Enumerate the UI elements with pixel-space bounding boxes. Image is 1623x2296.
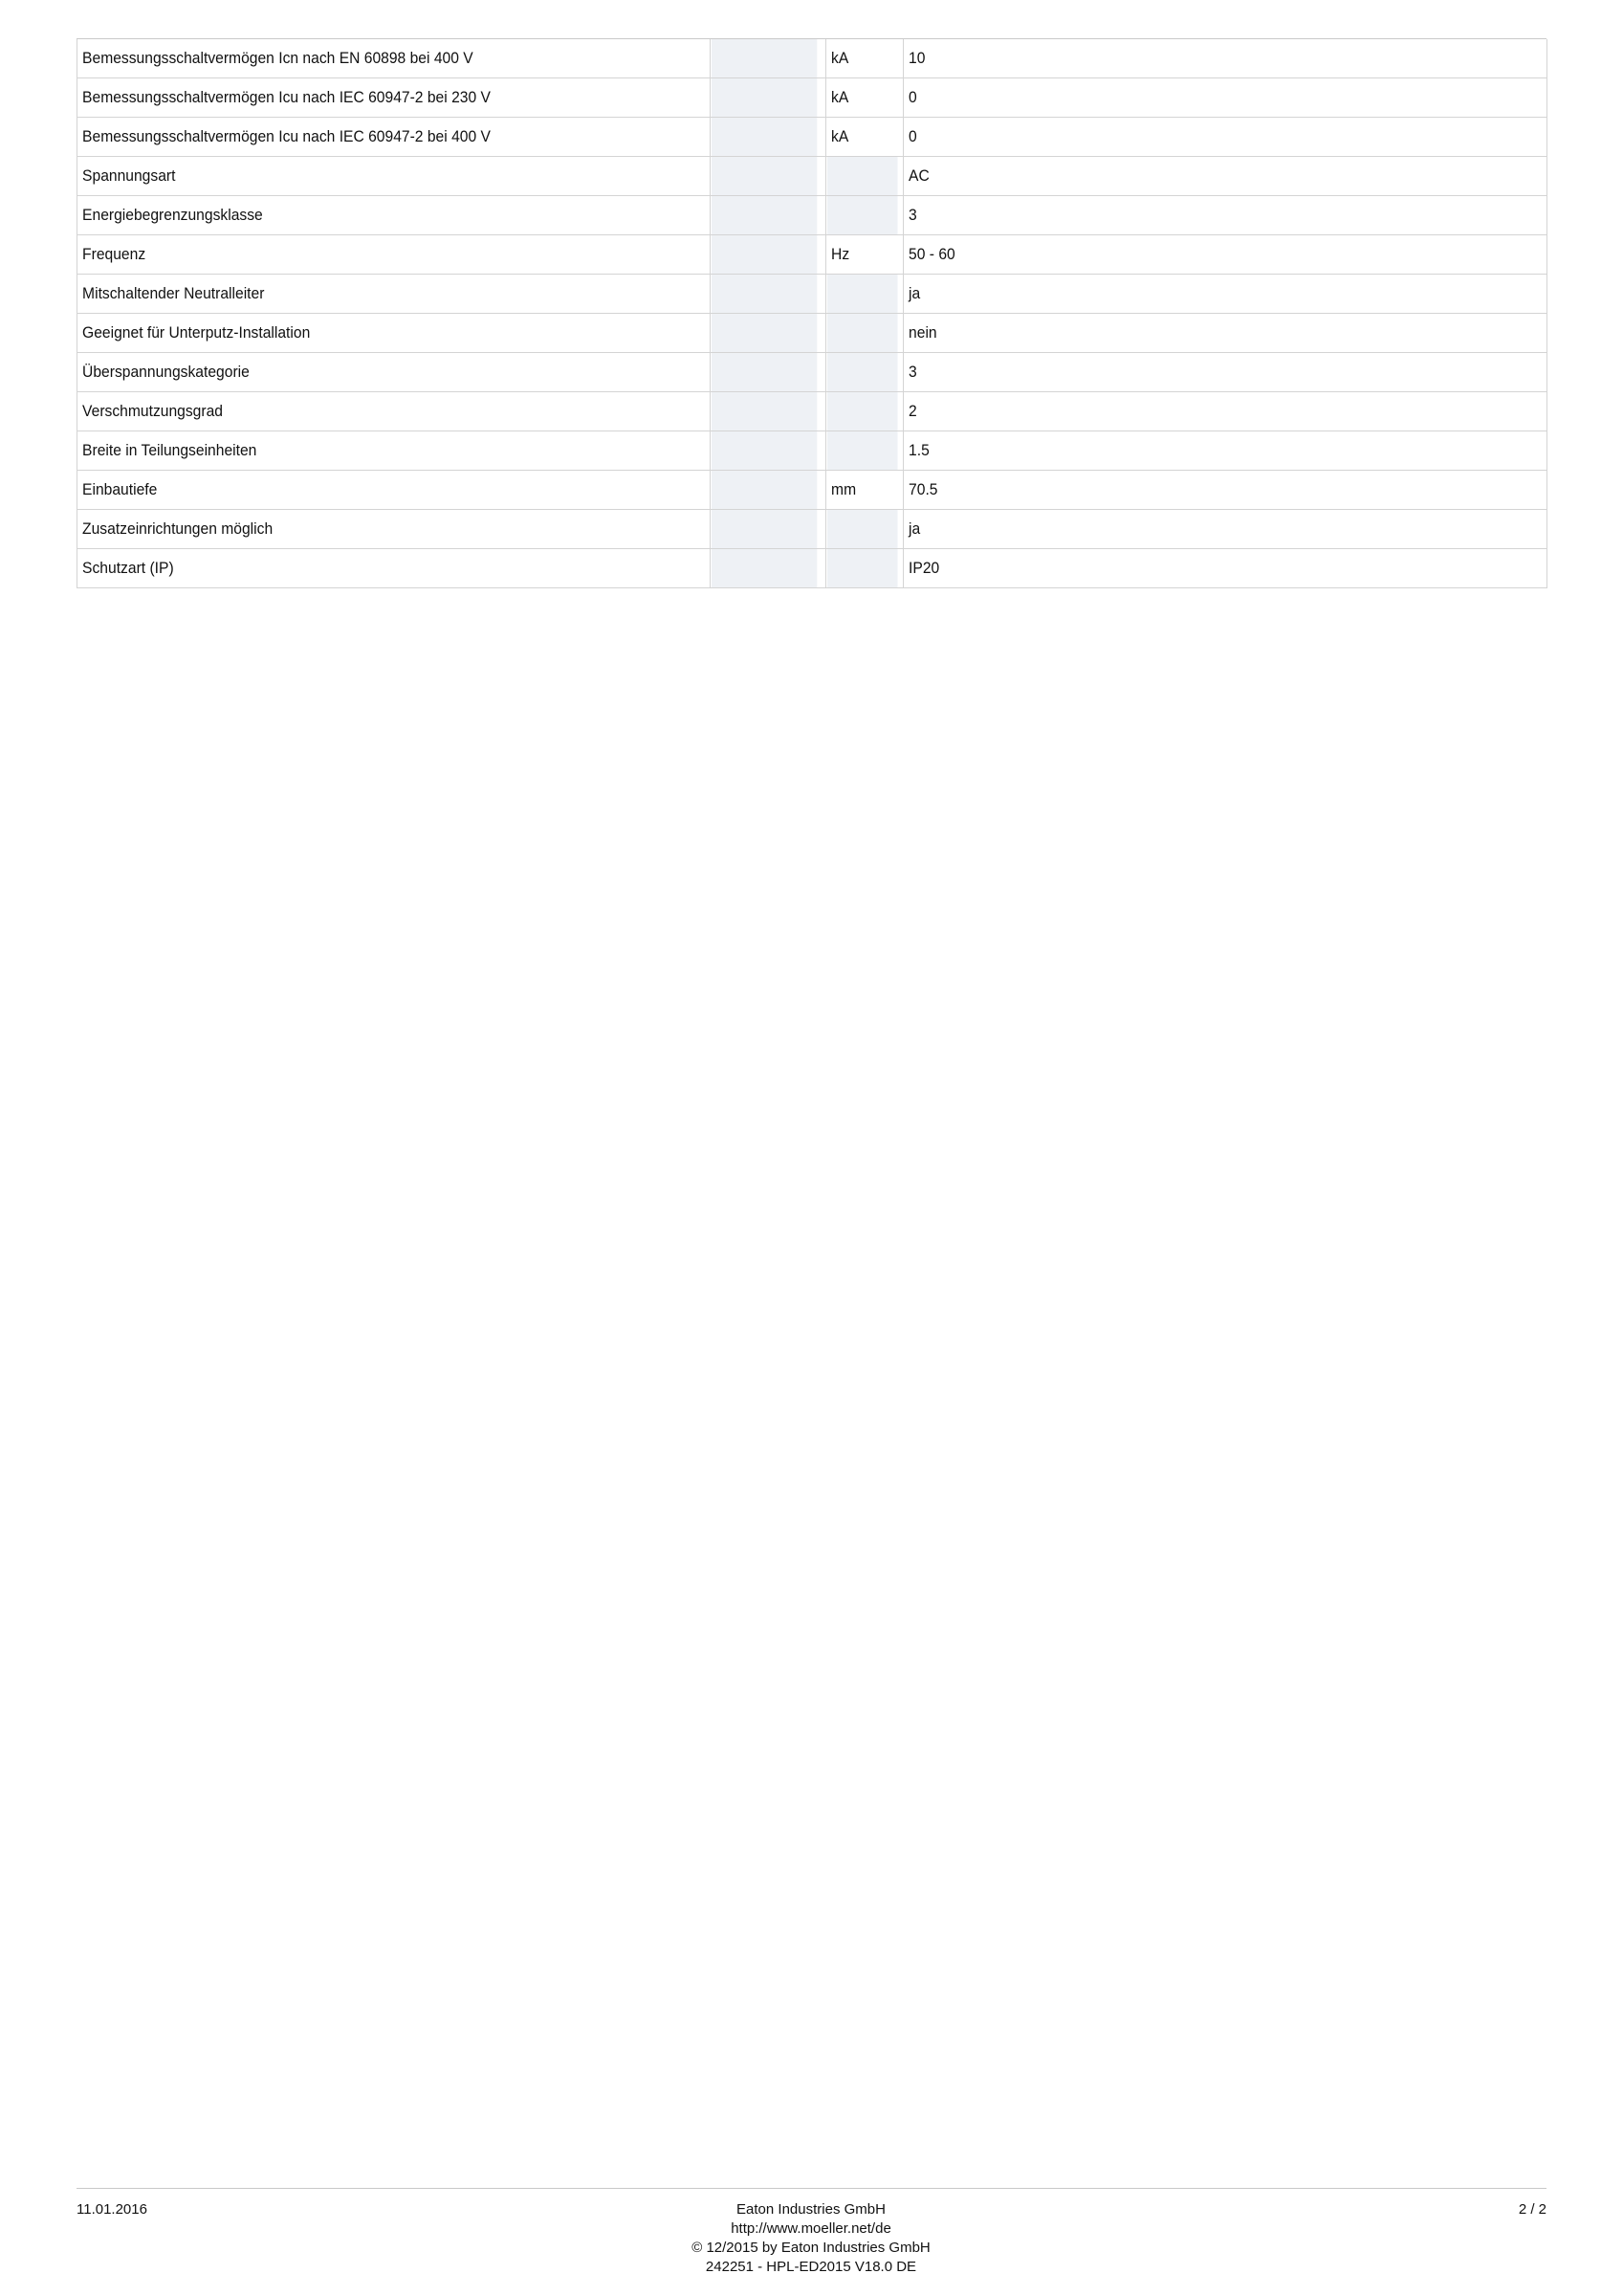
footer-page-number: 2 / 2 bbox=[1518, 2201, 1546, 2218]
spec-unit: mm bbox=[826, 471, 898, 510]
spec-value: 50 - 60 bbox=[904, 235, 1496, 275]
spec-row bbox=[77, 275, 1547, 314]
spec-empty-cell bbox=[711, 235, 817, 275]
spec-unit bbox=[826, 510, 898, 549]
spec-row bbox=[77, 78, 1547, 118]
spec-value: nein bbox=[904, 314, 1496, 353]
spec-label: Schutzart (IP) bbox=[77, 549, 660, 588]
spec-value: 3 bbox=[904, 196, 1496, 235]
spec-value: 2 bbox=[904, 392, 1496, 431]
spec-value: IP20 bbox=[904, 549, 1496, 588]
spec-empty-cell bbox=[711, 157, 817, 196]
footer-date: 11.01.2016 bbox=[77, 2201, 147, 2218]
spec-row bbox=[77, 157, 1547, 196]
spec-unit bbox=[826, 549, 898, 588]
spec-unit: kA bbox=[826, 118, 898, 157]
spec-value: ja bbox=[904, 510, 1496, 549]
spec-label: Spannungsart bbox=[77, 157, 660, 196]
spec-row bbox=[77, 235, 1547, 275]
spec-empty-cell bbox=[711, 392, 817, 431]
spec-value: 70.5 bbox=[904, 471, 1496, 510]
spec-label: Einbautiefe bbox=[77, 471, 660, 510]
spec-unit bbox=[826, 275, 898, 314]
spec-value: ja bbox=[904, 275, 1496, 314]
spec-label: Bemessungsschaltvermögen Icu nach IEC 60947-2 bei 230 V bbox=[77, 78, 660, 118]
footer-company: Eaton Industries GmbH bbox=[736, 2201, 886, 2218]
spec-row bbox=[77, 431, 1547, 471]
spec-unit bbox=[826, 353, 898, 392]
spec-value: 1.5 bbox=[904, 431, 1496, 471]
footer-divider bbox=[77, 2188, 1546, 2189]
spec-label: Breite in Teilungseinheiten bbox=[77, 431, 660, 471]
spec-empty-cell bbox=[711, 118, 817, 157]
spec-empty-cell bbox=[711, 78, 817, 118]
spec-label: Mitschaltender Neutralleiter bbox=[77, 275, 660, 314]
spec-unit: Hz bbox=[826, 235, 898, 275]
spec-unit: kA bbox=[826, 78, 898, 118]
spec-label: Überspannungskategorie bbox=[77, 353, 660, 392]
spec-label: Zusatzeinrichtungen möglich bbox=[77, 510, 660, 549]
footer-center-block bbox=[620, 2200, 1002, 2277]
spec-unit bbox=[826, 196, 898, 235]
spec-unit: kA bbox=[826, 39, 898, 78]
spec-row bbox=[77, 314, 1547, 353]
spec-empty-cell bbox=[711, 353, 817, 392]
spec-empty-cell bbox=[711, 431, 817, 471]
spec-row bbox=[77, 549, 1547, 588]
spec-empty-cell bbox=[711, 471, 817, 510]
footer-copyright: © 12/2015 by Eaton Industries GmbH bbox=[691, 2240, 931, 2256]
spec-row bbox=[77, 196, 1547, 235]
spec-row bbox=[77, 118, 1547, 157]
spec-table bbox=[77, 39, 1547, 588]
spec-empty-cell bbox=[711, 39, 817, 78]
spec-unit bbox=[826, 314, 898, 353]
spec-empty-cell bbox=[711, 314, 817, 353]
spec-value: 0 bbox=[904, 78, 1496, 118]
spec-value: 0 bbox=[904, 118, 1496, 157]
footer-doc-id: 242251 - HPL-ED2015 V18.0 DE bbox=[705, 2259, 917, 2275]
spec-table-body bbox=[77, 39, 1547, 588]
spec-empty-cell bbox=[711, 196, 817, 235]
footer-url[interactable]: http://www.moeller.net/de bbox=[731, 2220, 891, 2237]
spec-label: Bemessungsschaltvermögen Icu nach IEC 60947-2 bei 400 V bbox=[77, 118, 660, 157]
spec-label: Bemessungsschaltvermögen Icn nach EN 60898 bei 400 V bbox=[77, 39, 660, 78]
spec-row bbox=[77, 392, 1547, 431]
spec-empty-cell bbox=[711, 549, 817, 588]
spec-row bbox=[77, 510, 1547, 549]
spec-label: Verschmutzungsgrad bbox=[77, 392, 660, 431]
spec-row bbox=[77, 471, 1547, 510]
spec-row bbox=[77, 39, 1547, 78]
spec-row bbox=[77, 353, 1547, 392]
spec-empty-cell bbox=[711, 510, 817, 549]
spec-label: Geeignet für Unterputz-Installation bbox=[77, 314, 660, 353]
spec-value: AC bbox=[904, 157, 1496, 196]
spec-unit bbox=[826, 392, 898, 431]
spec-value: 10 bbox=[904, 39, 1496, 78]
spec-label: Frequenz bbox=[77, 235, 660, 275]
spec-unit bbox=[826, 157, 898, 196]
spec-value: 3 bbox=[904, 353, 1496, 392]
spec-label: Energiebegrenzungsklasse bbox=[77, 196, 660, 235]
spec-empty-cell bbox=[711, 275, 817, 314]
spec-unit bbox=[826, 431, 898, 471]
